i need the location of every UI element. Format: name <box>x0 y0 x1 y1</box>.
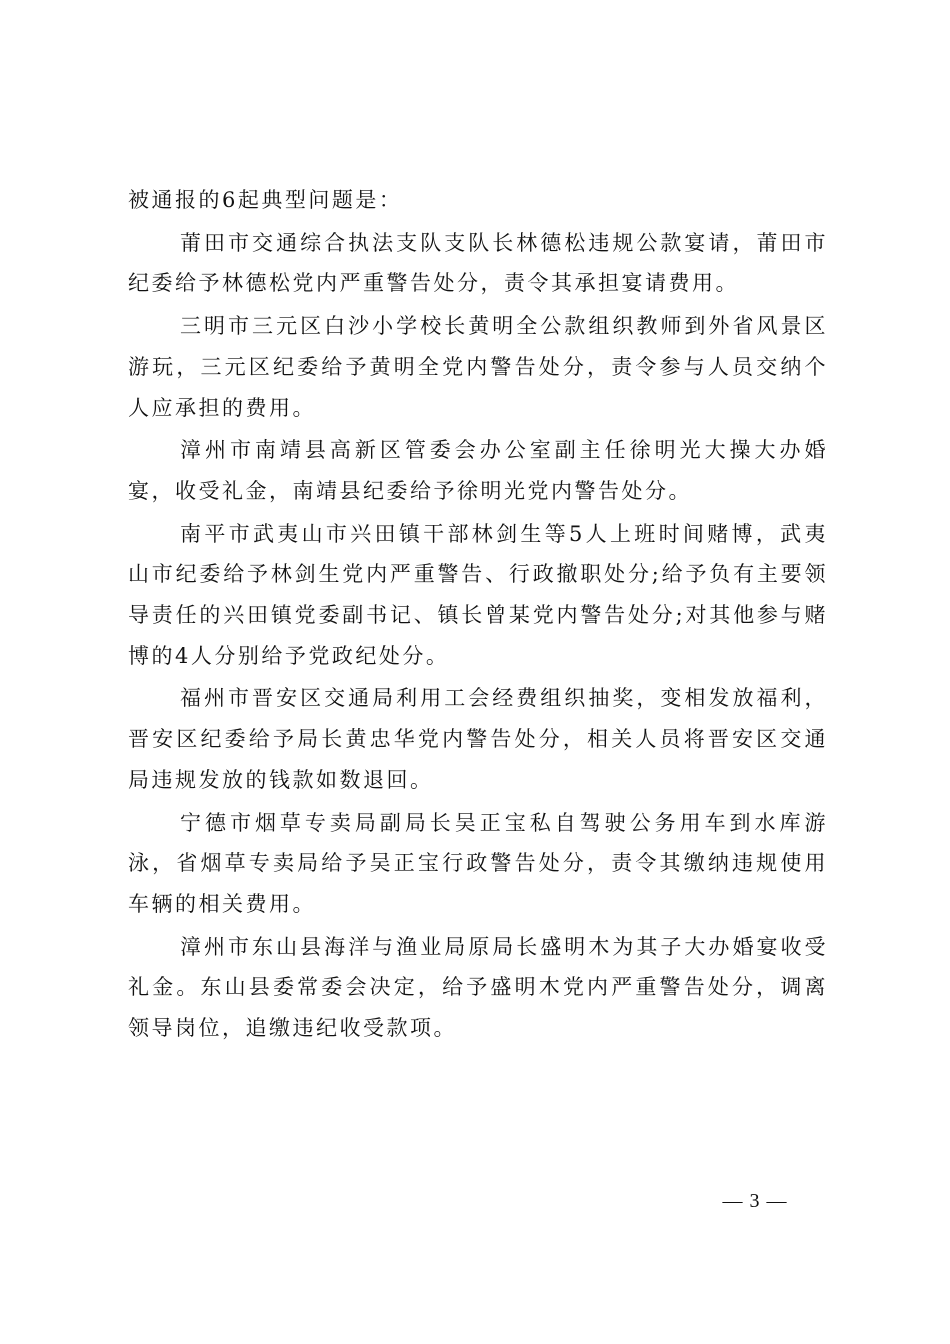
case-paragraph-7: 漳州市东山县海洋与渔业局原局长盛明木为其子大办婚宴收受礼金。东山县委常委会决定，给予盛明木党内严重警告处分，调离领导岗位，追缴违纪收受款项。 <box>128 934 828 1041</box>
case-paragraph-5: 福州市晋安区交通局利用工会经费组织抽奖，变相发放福利，晋安区纪委给予局长黄忠华党内警告处分，相关人员将晋安区交通局违规发放的钱款如数退回。 <box>128 686 828 792</box>
page-number: — 3 — <box>722 1190 788 1212</box>
document-body <box>128 180 828 1051</box>
case-paragraph-6: 宁德市烟草专卖局副局长吴正宝私自驾驶公务用车到水库游泳，省烟草专卖局给予吴正宝行政警告处分，责令其缴纳违规使用车辆的相关费用。 <box>128 810 828 916</box>
case-paragraph-1: 莆田市交通综合执法支队支队长林德松违规公款宴请，莆田市纪委给予林德松党内严重警告处分，责令其承担宴请费用。 <box>128 230 828 296</box>
intro-line: 被通报的6起典型问题是： <box>128 188 403 212</box>
case-paragraph-4: 南平市武夷山市兴田镇干部林剑生等5人上班时间赌博，武夷山市纪委给予林剑生党内严重警告、行政撤职处分;给予负有主要领导责任的兴田镇党委副书记、镇长曾某党内警告处分;对其他参与赌博的4人分别给予党政纪处分。 <box>128 521 828 668</box>
case-paragraph-3: 漳州市南靖县高新区管委会办公室副主任徐明光大操大办婚宴，收受礼金，南靖县纪委给予徐明光党内警告处分。 <box>128 438 828 503</box>
case-paragraph-2: 三明市三元区白沙小学校长黄明全公款组织教师到外省风景区游玩，三元区纪委给予黄明全党内警告处分，责令参与人员交纳个人应承担的费用。 <box>128 314 828 420</box>
